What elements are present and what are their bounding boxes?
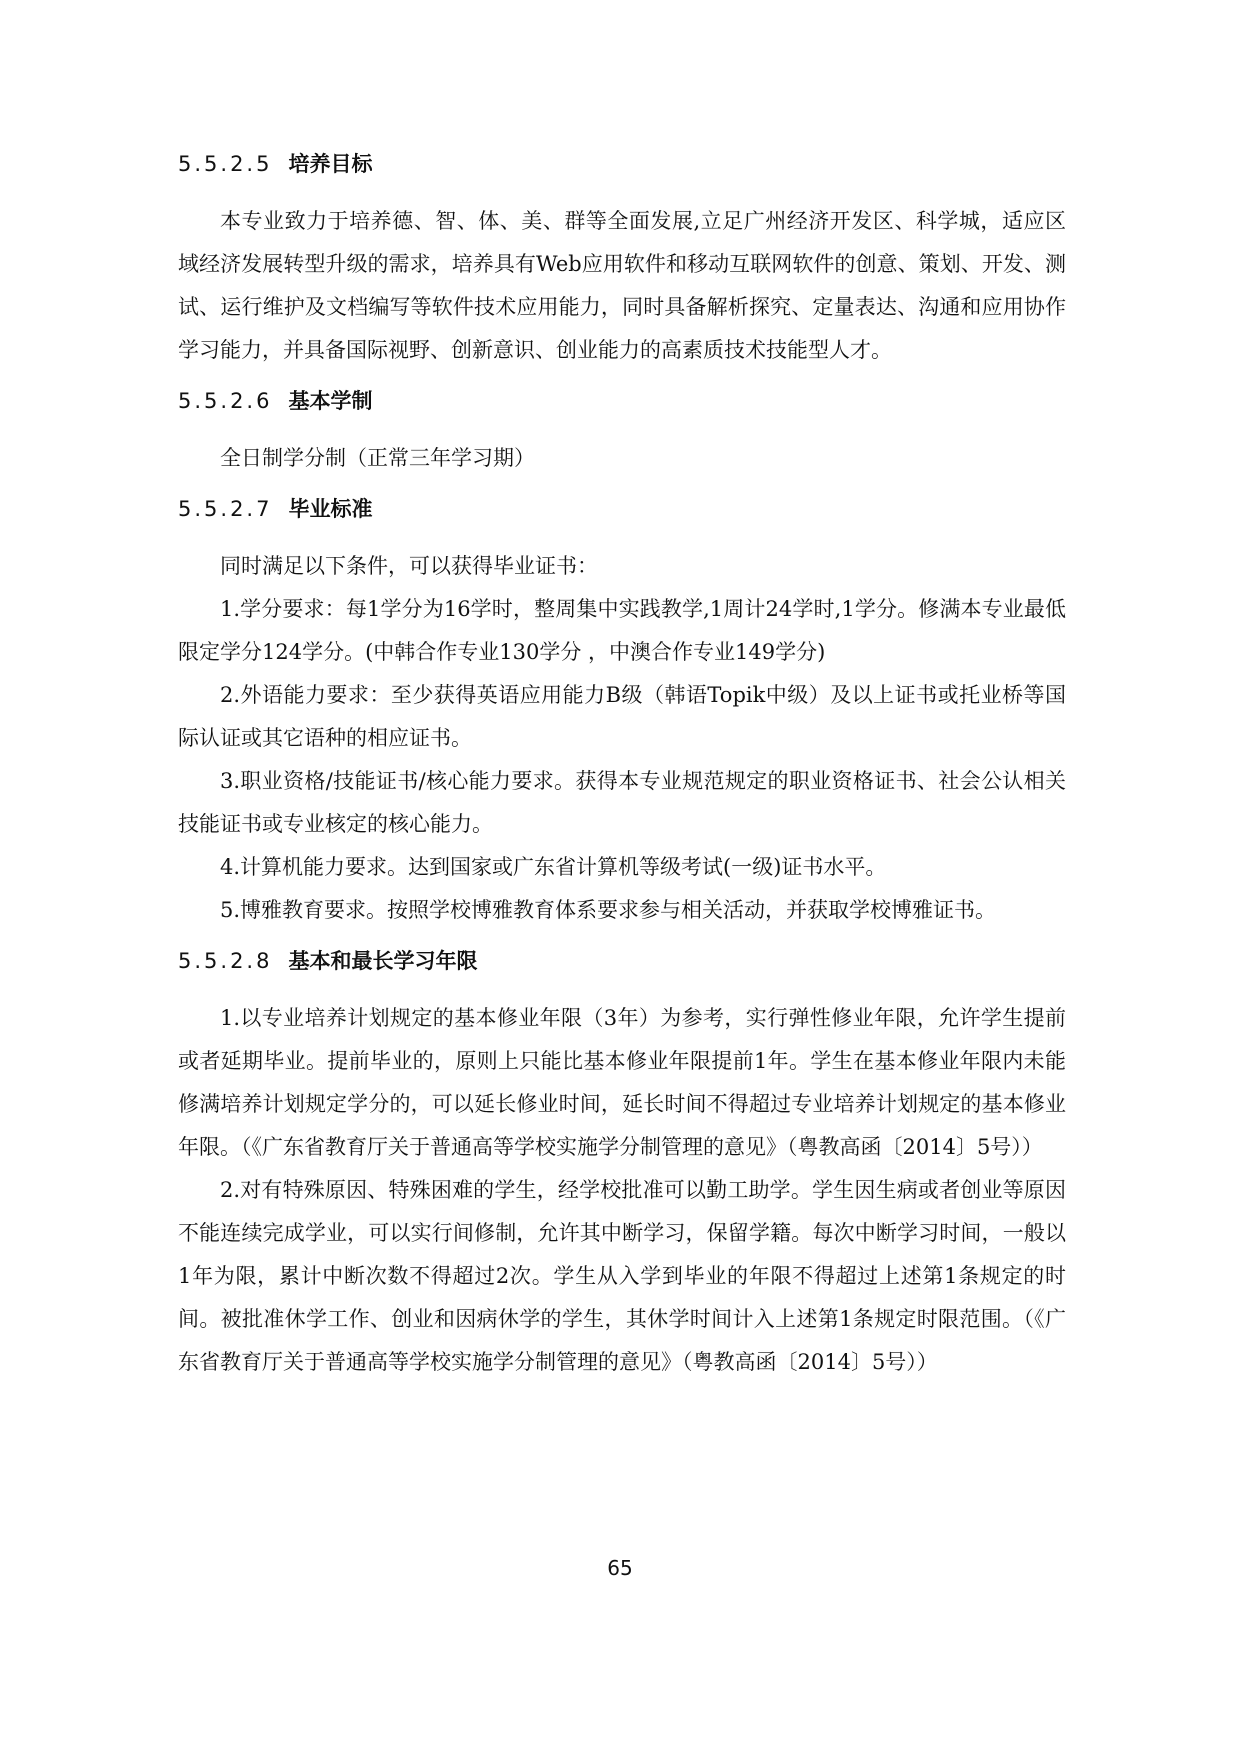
section-title: 基本学制 bbox=[288, 389, 373, 413]
section-number: 5.5.2.6 bbox=[178, 389, 273, 413]
paragraph: 全日制学分制（正常三年学习期） bbox=[220, 446, 535, 470]
section-number: 5.5.2.5 bbox=[178, 152, 273, 176]
paragraph-language-requirement: 2.外语能力要求：至少获得英语应用能力B级（韩语Topik中级）及以上证书或托业桥等国际认证或其它语种的相应证书。 bbox=[178, 683, 1066, 750]
section-title: 培养目标 bbox=[288, 152, 373, 176]
section-number: 5.5.2.7 bbox=[178, 497, 273, 521]
paragraph-liberal-education-requirement: 5.博雅教育要求。按照学校博雅教育体系要求参与相关活动，并获取学校博雅证书。 bbox=[220, 898, 997, 922]
page-content bbox=[178, 148, 1066, 1397]
section-heading bbox=[178, 148, 1066, 180]
paragraph: 2.对有特殊原因、特殊困难的学生，经学校批准可以勤工助学。学生因生病或者创业等原因不能连续完成学业，可以实行间修制，允许其中断学习，保留学籍。每次中断学习时间，一般以1年为限，累计中断次数不得超过2次。学生从入学到毕业的年限不得超过上述第1条规定的时间。被批准休学工作、创业和因病休学的学生，其休学时间计入上述第1条规定时限范围。（《广东省教育厅关于普通高等学校实施学分制管理的意见》（粤教高函〔2014〕5号）） bbox=[178, 1178, 1066, 1374]
section-graduation-standards bbox=[178, 493, 1066, 932]
section-title: 基本和最长学习年限 bbox=[288, 949, 478, 973]
paragraph: 1.以专业培养计划规定的基本修业年限（3年）为参考，实行弹性修业年限，允许学生提前或者延期毕业。提前毕业的，原则上只能比基本修业年限提前1年。学生在基本修业年限内未能修满培养计划规定学分的，可以延长修业时间，延长时间不得超过专业培养计划规定的基本修业年限。（《广东省教育厅关于普通高等学校实施学分制管理的意见》（粤教高函〔2014〕5号）） bbox=[178, 1006, 1066, 1159]
section-training-goals bbox=[178, 148, 1066, 372]
section-heading bbox=[178, 493, 1066, 525]
section-heading bbox=[178, 945, 1066, 977]
paragraph: 本专业致力于培养德、智、体、美、群等全面发展,立足广州经济开发区、科学城，适应区域经济发展转型升级的需求，培养具有Web应用软件和移动互联网软件的创意、策划、开发、测试、运行维护及文档编写等软件技术应用能力，同时具备解析探究、定量表达、沟通和应用协作学习能力，并具备国际视野、创新意识、创业能力的高素质技术技能型人才。 bbox=[178, 209, 1066, 362]
page-number: 65 bbox=[607, 1556, 633, 1580]
section-title: 毕业标准 bbox=[288, 497, 373, 521]
paragraph-qualification-requirement: 3.职业资格/技能证书/核心能力要求。获得本专业规范规定的职业资格证书、社会公认相关技能证书或专业核定的核心能力。 bbox=[178, 769, 1066, 836]
section-basic-schooling bbox=[178, 385, 1066, 480]
section-study-duration bbox=[178, 945, 1066, 1384]
paragraph: 同时满足以下条件，可以获得毕业证书： bbox=[220, 554, 598, 578]
section-heading bbox=[178, 385, 1066, 417]
paragraph-credit-requirement: 1.学分要求：每1学分为16学时，整周集中实践教学,1周计24学时,1学分。修满本专业最低限定学分124学分。(中韩合作专业130学分 ，中澳合作专业149学分) bbox=[178, 597, 1066, 664]
paragraph-computer-requirement: 4.计算机能力要求。达到国家或广东省计算机等级考试(一级)证书水平。 bbox=[220, 855, 887, 879]
section-number: 5.5.2.8 bbox=[178, 949, 273, 973]
